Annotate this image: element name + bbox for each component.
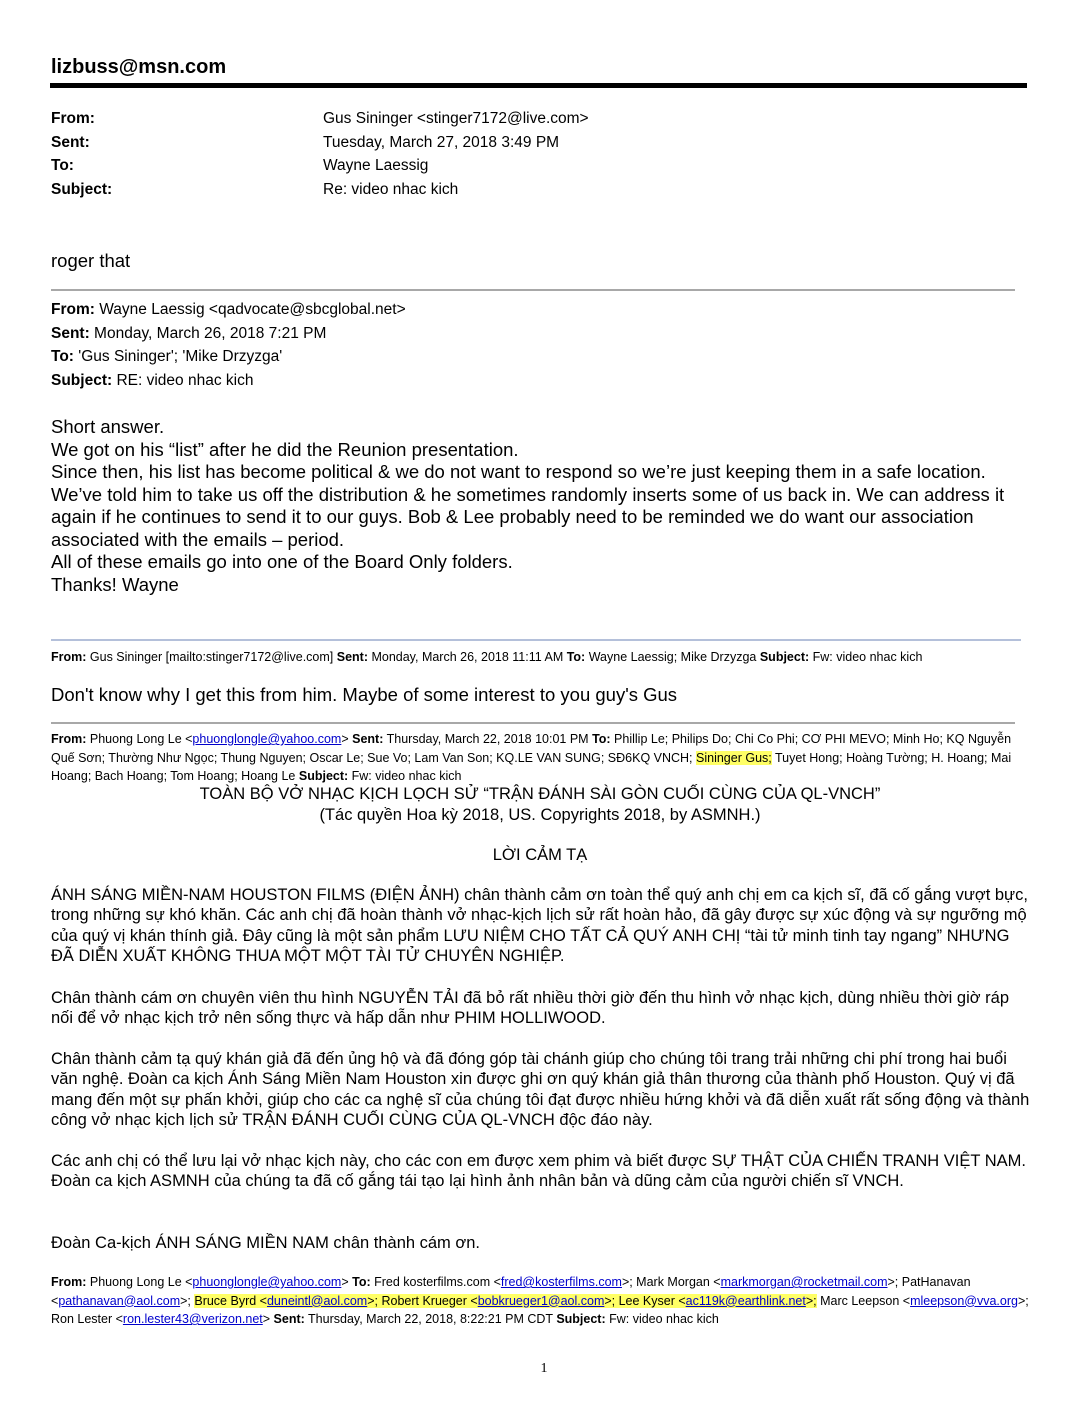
title-line: TOÀN BỘ VỞ NHẠC KỊCH LỌCH SỬ “TRẬN ĐÁNH SÀI GÒN CUỐI CÙNG CỦA QL-VNCH” [199, 785, 881, 803]
msg2-line: Short answer. [51, 416, 165, 437]
subject-value: Re: video nhac kich [323, 181, 459, 198]
highlighted-recipient: Sininger Gus; [696, 750, 772, 765]
from-label: From: [51, 110, 95, 127]
email-link[interactable]: mleepson@vva.org [910, 1293, 1018, 1308]
msg4-paragraph: Đoàn Ca-kịch ÁNH SÁNG MIỀN NAM chân thành cám ơn. [51, 1234, 480, 1252]
email-link[interactable]: ron.lester43@verizon.net [122, 1312, 263, 1326]
msg4-header: From: Phuong Long Le <phuonglongle@yahoo.com> Sent: Thursday, March 22, 2018 10:01 PM To: Phillip Le; Philips Do; Chi Co Phi; CƠ PHI MEVO; Minh Ho; KQ Nguyễn Quế Sơn; Thường Như Ngọc; Thung Nguyen; Oscar Le; Sue Vo; Lam Van Son; KQ.LE VAN SUNG; SÐ6KQ VNCH; Sininger Gus; Tuyet Hong; Hoàng Tường; H. Hoang; Mai Hoang; Bach Hoang; Tom Hoang; Hoang Le Subject: Fw: video nhac kich [51, 732, 1012, 783]
msg5-header: From: Phuong Long Le <phuonglongle@yahoo.com> To: Fred kosterfilms.com <fred@kosterfilms.com>; Mark Morgan <markmorgan@rocketmail.com>; PatHanavan <pathanavan@aol.com>; Bruce Byrd <duneintl@aol.com>; Robert Krueger <bobkrueger1@aol.com>; Lee Kyser <ac119k@earthlink.net>; Marc Leepson <mleepson@vva.org>; Ron Lester <ron.lester43@verizon.net> Sent: Thursday, March 22, 2018, 8:22:21 PM CDT Subject: Fw: video nhac kich [51, 1275, 1029, 1326]
email-link[interactable]: markmorgan@rocketmail.com [720, 1275, 888, 1289]
msg4-title [30, 784, 1050, 825]
msg4-paragraph: Các anh chị có thể lưu lại vở nhạc kịch này, cho các con em được xem phim và biết được SỰ THẬT CỦA CHIẾN TRANH VIỆT NAM. Đoàn ca kịch ASMNH của chúng ta đã cố gắng tái tạo lại hình ảnh nhân bản và dũng cảm của người chiến sĩ VNCH. [51, 1152, 1027, 1191]
reply-text: roger that [51, 250, 131, 271]
quote-divider [51, 722, 1015, 724]
msg3-header: From: Gus Sininger [mailto:stinger7172@live.com] Sent: Monday, March 26, 2018 11:11 AM To: Wayne Laessig; Mike Drzyzga Subject: Fw: video nhac kich [51, 650, 923, 664]
to-value: Wayne Laessig [323, 157, 429, 174]
msg2-header: From: Wayne Laessig <qadvocate@sbcglobal.net> Sent: Monday, March 26, 2018 7:21 PM To: 'Gus Sininger'; 'Mike Drzyzga' Subject: RE: video nhac kich [51, 301, 406, 389]
thanks-title: LỜI CẢM TẠ [492, 846, 588, 864]
from-value: Gus Sininger <stinger7172@live.com> [323, 110, 589, 127]
msg2-line: We’ve told him to take us off the distribution & he sometimes randomly inserts some of us back in. We can address it again if he continues to send it to our guys. Bob & Lee probably need to be reminded we do want our association associated with the emails – period. [51, 483, 1005, 550]
msg2-body [51, 416, 1026, 596]
msg2-line: All of these emails go into one of the Board Only folders. [51, 551, 513, 572]
title-line: (Tác quyền Hoa kỳ 2018, US. Copyrights 2018, by ASMNH.) [319, 805, 761, 824]
email-link[interactable]: duneintl@aol.com [266, 1293, 368, 1308]
email-link[interactable]: bobkrueger1@aol.com [477, 1293, 605, 1308]
quote-divider [51, 639, 1021, 641]
email-link[interactable]: phuonglongle@yahoo.com [192, 1275, 342, 1289]
header-divider [50, 83, 1027, 88]
sent-label: Sent: [51, 134, 90, 151]
msg2-line: We got on his “list” after he did the Reunion presentation. [51, 438, 519, 460]
email-link[interactable]: pathanavan@aol.com [58, 1293, 181, 1308]
email-link[interactable]: fred@kosterfilms.com [500, 1275, 622, 1289]
subject-label: Subject: [51, 181, 113, 198]
quote-divider [51, 289, 1015, 291]
msg2-line: Since then, his list has become political & we do not want to respond so we’re just keeping them in a safe location. [51, 461, 986, 482]
msg4-paragraph: Chân thành cám ơn chuyên viên thu hình NGUYỄN TẢI đã bỏ rất nhiều thời giờ đến thu hình vở nhạc kịch, dùng nhiều thời giờ ráp nối để vở nhạc kịch trở nên sống thực và hấp dẫn như PHIM HOLLIWOOD. [51, 989, 1010, 1028]
email-link[interactable]: ac119k@earthlink.net [685, 1293, 806, 1308]
msg2-line: Thanks! Wayne [51, 573, 179, 595]
msg4-paragraph: ÁNH SÁNG MIỀN-NAM HOUSTON FILMS (ĐIỆN ẢNH) chân thành cảm ơn toàn thể quý anh chị em ca kịch sĩ, đã cố gắng vượt bực, trong những sự khó khăn. Các anh chị đã hoàn thành vở nhạc-kịch lịch sử rất hoàn hảo, đã gây được sự xúc động và sự ngưỡng mộ của quý vị khán thính giả. Đây cũng là một sản phẩm LƯU NIỆM CHO TẤT CẢ QUÝ ANH CHỊ “tài tử minh tinh tay ngang” NHƯNG ĐÃ DIỄN XUẤT KHÔNG THUA MỘT MỘT TÀI TỬ CHUYÊN NGHIỆP. [51, 886, 1028, 965]
sent-value: Tuesday, March 27, 2018 3:49 PM [323, 134, 560, 151]
msg4-paragraph: Chân thành cảm tạ quý khán giả đã đến ủng hộ và đã đóng góp tài chánh giúp cho chúng tôi trang trải những chi phí trong hai buổi văn nghệ. Đoàn ca kịch Ánh Sáng Miền Nam Houston xin được ghi ơn quý khán giả thân thương của thành phố Houston. Quý vị đã mang đến một sự phấn khởi, giúp cho các ca nghệ sĩ của chúng tôi đạt được nhiều hứng khởi và đã diễn xuất rất sống động và thành công vở nhạc kịch lịch sử TRẬN ĐÁNH CUỐI CÙNG CỦA QL-VNCH độc đáo này. [51, 1050, 1030, 1129]
highlighted-recipients: Bruce Byrd <duneintl@aol.com>; Robert Krueger <bobkrueger1@aol.com>; Lee Kyser <ac119k@earthlink.net>; [194, 1293, 817, 1308]
msg3-body: Don't know why I get this from him. Maybe of some interest to you guy's Gus [51, 684, 678, 705]
account-email: lizbuss@msn.com [51, 56, 227, 78]
page-number: 1 [540, 1361, 548, 1376]
to-label: To: [51, 157, 74, 174]
email-link[interactable]: phuonglongle@yahoo.com [192, 732, 342, 746]
